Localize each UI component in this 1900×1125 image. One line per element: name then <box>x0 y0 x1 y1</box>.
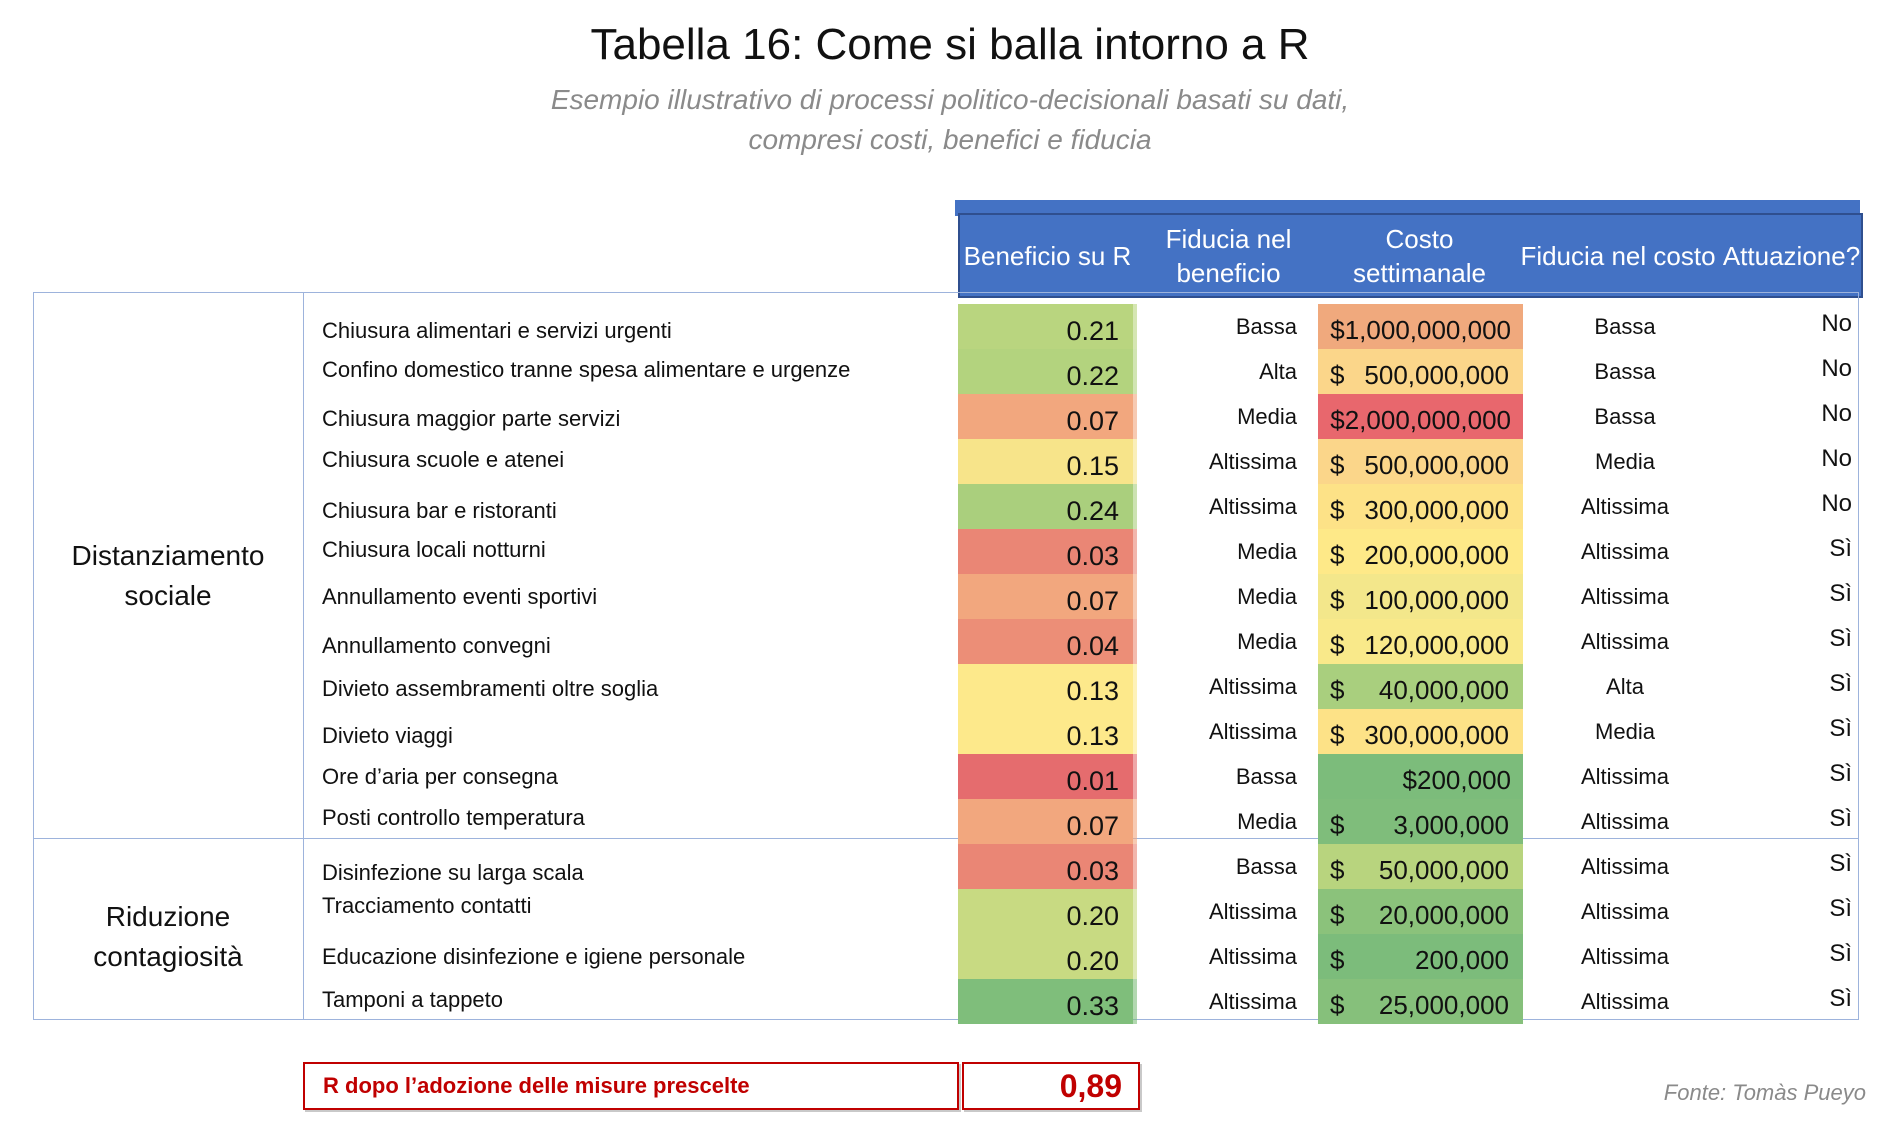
benefit-cell <box>958 439 1133 484</box>
implementation-value: Sì <box>1829 625 1852 652</box>
subtitle-line-2: compresi costi, benefici e fiducia <box>748 124 1152 155</box>
cost-trust: Altissima <box>1580 989 1669 1014</box>
table-title: Tabella 16: Come si balla intorno a R <box>590 20 1310 69</box>
measure-label: Annullamento convegni <box>322 633 551 658</box>
cost-currency: $ <box>1330 495 1345 525</box>
source-note: Fonte: Tomàs Pueyo <box>1663 1080 1866 1105</box>
cost-cell <box>1318 349 1523 394</box>
benefit-edge <box>1133 709 1137 754</box>
implementation-value: Sì <box>1829 895 1852 922</box>
cost-value: 40,000,000 <box>1378 675 1509 705</box>
cost-trust: Altissima <box>1580 584 1669 609</box>
cost-currency: $ <box>1330 585 1345 615</box>
benefit-cell <box>958 349 1133 394</box>
benefit-cell <box>958 889 1133 934</box>
benefit-value: 0.22 <box>1066 361 1119 391</box>
header-benefit: Beneficio su R <box>963 240 1132 271</box>
benefit-value: 0.07 <box>1066 811 1119 841</box>
benefit-edge <box>1133 529 1137 574</box>
benefit-cell <box>958 394 1133 439</box>
benefit-trust: Altissima <box>1208 674 1297 699</box>
cost-value: 25,000,000 <box>1378 990 1509 1020</box>
cost-currency: $ <box>1330 810 1345 840</box>
header-benefit-trust: Fiducia nel beneficio <box>1165 223 1292 288</box>
benefit-value: 0.20 <box>1066 901 1119 931</box>
cost-cell <box>1318 709 1523 754</box>
cost-value: 300,000,000 <box>1364 495 1509 525</box>
cost-cell <box>1318 574 1523 619</box>
benefit-value: 0.15 <box>1066 451 1119 481</box>
implementation-value: Sì <box>1829 670 1852 697</box>
benefit-trust: Media <box>1237 404 1297 429</box>
cost-trust: Altissima <box>1580 944 1669 969</box>
benefit-value: 0.03 <box>1066 856 1119 886</box>
benefit-cell <box>958 664 1133 709</box>
cost-cell <box>1318 844 1523 889</box>
benefit-edge <box>1133 889 1137 934</box>
cost-trust: Bassa <box>1594 314 1656 339</box>
cost-cell <box>1318 934 1523 979</box>
cost-currency: $ <box>1330 360 1345 390</box>
cost-value: $2,000,000,000 <box>1330 405 1511 435</box>
cost-currency: $ <box>1330 945 1345 975</box>
cost-value: $1,000,000,000 <box>1330 315 1511 345</box>
measure-label: Tracciamento contatti <box>322 893 532 918</box>
benefit-cell <box>958 529 1133 574</box>
benefit-edge <box>1133 754 1137 799</box>
subtitle-line-1: Esempio illustrativo di processi politico-decisionali basati su dati, <box>550 84 1350 115</box>
benefit-trust: Media <box>1237 809 1297 834</box>
cost-trust: Altissima <box>1580 809 1669 834</box>
cost-value: 500,000,000 <box>1364 450 1509 480</box>
benefit-edge <box>1133 619 1137 664</box>
benefit-trust: Media <box>1237 539 1297 564</box>
measure-label: Confino domestico tranne spesa alimentare e urgenze <box>322 357 851 382</box>
benefit-value: 0.24 <box>1066 496 1119 526</box>
cost-trust: Media <box>1595 719 1655 744</box>
measure-label: Chiusura locali notturni <box>322 537 546 562</box>
cost-currency: $ <box>1330 540 1345 570</box>
benefit-trust: Media <box>1237 584 1297 609</box>
cost-value: 100,000,000 <box>1364 585 1509 615</box>
benefit-edge <box>1133 304 1137 349</box>
benefit-trust: Alta <box>1259 359 1297 384</box>
cost-trust: Altissima <box>1580 494 1669 519</box>
cost-trust: Media <box>1595 449 1655 474</box>
cost-cell <box>1318 529 1523 574</box>
group-label-contagion: Riduzione contagiosità <box>93 901 243 972</box>
benefit-trust: Altissima <box>1208 449 1297 474</box>
cost-value: 3,000,000 <box>1393 810 1509 840</box>
benefit-edge <box>1133 799 1137 844</box>
cost-cell <box>1318 754 1523 799</box>
benefit-edge <box>1133 664 1137 709</box>
cost-cell <box>1318 799 1523 844</box>
cost-value: 20,000,000 <box>1378 900 1509 930</box>
benefit-value: 0.01 <box>1066 766 1119 796</box>
measure-label: Chiusura scuole e atenei <box>322 447 565 472</box>
benefit-edge <box>1133 349 1137 394</box>
cost-cell <box>1318 394 1523 439</box>
implementation-value: No <box>1821 490 1852 517</box>
benefit-cell <box>958 799 1133 844</box>
implementation-value: Sì <box>1829 805 1852 832</box>
cost-trust: Bassa <box>1594 404 1656 429</box>
measure-label: Annullamento eventi sportivi <box>322 584 598 609</box>
benefit-value: 0.03 <box>1066 541 1119 571</box>
cost-trust: Bassa <box>1594 359 1656 384</box>
implementation-value: No <box>1821 310 1852 337</box>
benefit-trust: Altissima <box>1208 494 1297 519</box>
cost-trust: Altissima <box>1580 764 1669 789</box>
benefit-value: 0.04 <box>1066 631 1119 661</box>
result-value: 0,89 <box>962 1062 1140 1110</box>
cost-currency: $ <box>1330 630 1345 660</box>
cost-currency: $ <box>1330 675 1345 705</box>
implementation-value: Sì <box>1829 580 1852 607</box>
implementation-value: No <box>1821 400 1852 427</box>
benefit-trust: Media <box>1237 629 1297 654</box>
benefit-cell <box>958 619 1133 664</box>
benefit-trust: Bassa <box>1235 764 1297 789</box>
cost-currency: $ <box>1330 990 1345 1020</box>
measure-label: Divieto viaggi <box>322 723 453 748</box>
cost-trust: Altissima <box>1580 854 1669 879</box>
implementation-value: Sì <box>1829 985 1852 1012</box>
cost-value: $200,000 <box>1402 765 1511 795</box>
cost-cell <box>1318 484 1523 529</box>
measure-label: Divieto assembramenti oltre soglia <box>322 676 659 701</box>
benefit-value: 0.13 <box>1066 721 1119 751</box>
benefit-trust: Bassa <box>1235 854 1297 879</box>
cost-trust: Altissima <box>1580 899 1669 924</box>
measure-label: Chiusura maggior parte servizi <box>322 406 621 431</box>
implementation-value: Sì <box>1829 715 1852 742</box>
benefit-edge <box>1133 979 1137 1024</box>
implementation-value: Sì <box>1829 850 1852 877</box>
measure-label: Chiusura alimentari e servizi urgenti <box>322 318 672 343</box>
cost-trust: Altissima <box>1580 539 1669 564</box>
benefit-cell <box>958 844 1133 889</box>
implementation-value: Sì <box>1829 940 1852 967</box>
cost-currency: $ <box>1330 900 1345 930</box>
benefit-cell <box>958 709 1133 754</box>
benefit-edge <box>1133 394 1137 439</box>
cost-cell <box>1318 664 1523 709</box>
measure-label: Disinfezione su larga scala <box>322 860 584 885</box>
measure-label: Tamponi a tappeto <box>322 987 504 1012</box>
benefit-trust: Altissima <box>1208 899 1297 924</box>
benefit-trust: Altissima <box>1208 989 1297 1014</box>
table-header <box>958 213 1863 298</box>
implementation-value: Sì <box>1829 535 1852 562</box>
cost-value: 50,000,000 <box>1378 855 1509 885</box>
benefit-cell <box>958 754 1133 799</box>
cost-currency: $ <box>1330 855 1345 885</box>
group-divider <box>303 292 304 1020</box>
benefit-edge <box>1133 844 1137 889</box>
implementation-value: Sì <box>1829 760 1852 787</box>
cost-value: 120,000,000 <box>1364 630 1509 660</box>
header-cost-trust: Fiducia nel costo <box>1520 240 1716 271</box>
benefit-edge <box>1133 484 1137 529</box>
implementation-value: No <box>1821 445 1852 472</box>
benefit-cell <box>958 979 1133 1024</box>
benefit-trust: Altissima <box>1208 719 1297 744</box>
cost-trust: Alta <box>1606 674 1644 699</box>
cost-value: 200,000,000 <box>1364 540 1509 570</box>
cost-currency: $ <box>1330 450 1345 480</box>
measure-label: Posti controllo temperatura <box>322 805 585 830</box>
benefit-cell <box>958 574 1133 619</box>
cost-cell <box>1318 979 1523 1024</box>
implementation-value: No <box>1821 355 1852 382</box>
cost-cell <box>1318 619 1523 664</box>
cost-value: 200,000 <box>1415 945 1509 975</box>
benefit-cell <box>958 484 1133 529</box>
header-implementation: Attuazione? <box>1722 240 1861 271</box>
benefit-value: 0.13 <box>1066 676 1119 706</box>
cost-cell <box>1318 304 1523 349</box>
benefit-value: 0.07 <box>1066 586 1119 616</box>
cost-trust: Altissima <box>1580 629 1669 654</box>
header-weekly-cost: Costo settimanale <box>1353 223 1486 288</box>
measure-label: Educazione disinfezione e igiene personale <box>322 944 746 969</box>
benefit-trust: Bassa <box>1235 314 1297 339</box>
result-label: R dopo l’adozione delle misure prescelte <box>303 1062 959 1110</box>
benefit-edge <box>1133 574 1137 619</box>
benefit-cell <box>958 304 1133 349</box>
benefit-value: 0.07 <box>1066 406 1119 436</box>
benefit-trust: Altissima <box>1208 944 1297 969</box>
cost-currency: $ <box>1330 720 1345 750</box>
cost-value: 500,000,000 <box>1364 360 1509 390</box>
cost-value: 300,000,000 <box>1364 720 1509 750</box>
group-label-social: Distanziamento sociale <box>71 540 265 611</box>
benefit-value: 0.20 <box>1066 946 1119 976</box>
cost-cell <box>1318 439 1523 484</box>
measure-label: Ore d’aria per consegna <box>322 764 559 789</box>
benefit-cell <box>958 934 1133 979</box>
benefit-value: 0.21 <box>1066 316 1119 346</box>
measure-label: Chiusura bar e ristoranti <box>322 498 557 523</box>
benefit-value: 0.33 <box>1066 991 1119 1021</box>
benefit-edge <box>1133 934 1137 979</box>
cost-cell <box>1318 889 1523 934</box>
benefit-edge <box>1133 439 1137 484</box>
